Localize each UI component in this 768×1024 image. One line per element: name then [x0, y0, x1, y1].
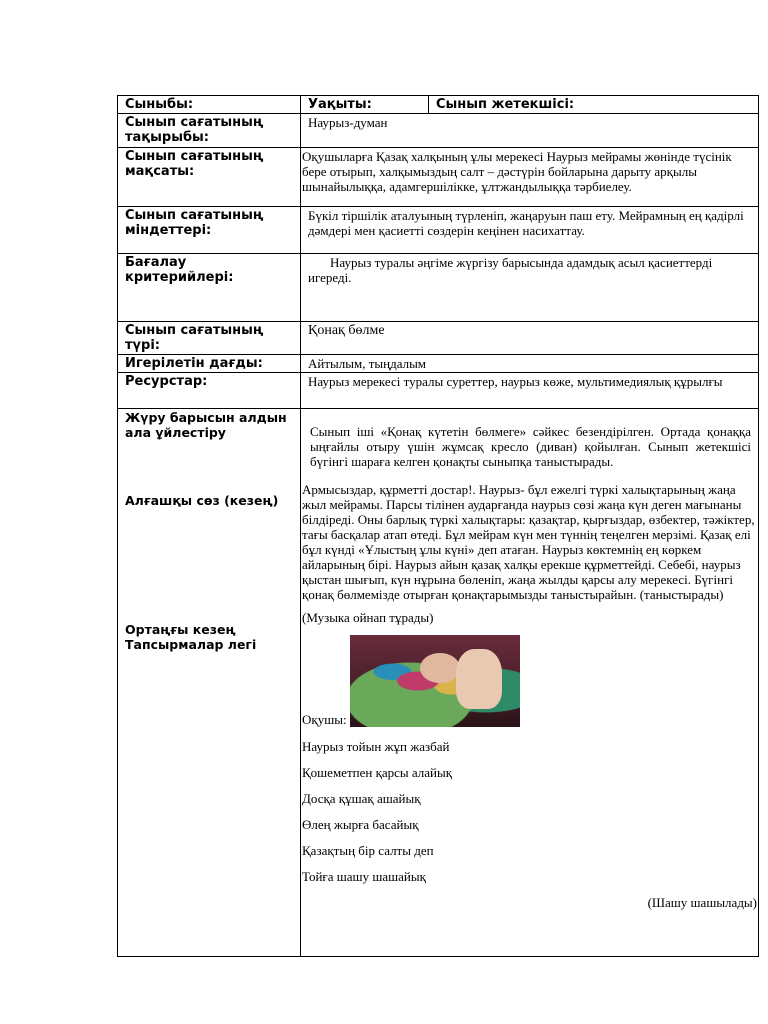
tasks-label: Сынып сағатының міндеттері:	[118, 207, 301, 254]
header-row	[118, 96, 759, 114]
poem-line: Өлең жырға басайық	[302, 817, 419, 832]
criteria-row	[118, 254, 759, 322]
topic-row	[118, 114, 759, 148]
goal-label: Сынып сағатының мақсаты:	[118, 148, 301, 207]
prep-text: Сынып іші «Қонақ күтетін бөлмеге» сәйкес безендірілген. Ортада қонаққа ыңғайлы отыру үшін жұмсақ кресло (диван) қойылған. Сынып жетекшісі бүгінгі шараға келген қонақты сыныпқа таныстырады.	[310, 424, 751, 469]
criteria-value: Наурыз туралы әңгіме жүргізу барысында адамдық асыл қасиеттерді игереді.	[301, 254, 759, 322]
stage-intro: Алғашқы сөз (кезең)	[125, 493, 279, 508]
poem-line: Наурыз тойын жұп жазбай	[302, 739, 450, 754]
topic-label: Сынып сағатының тақырыбы:	[118, 114, 301, 148]
music-note: (Музыка ойнап тұрады)	[302, 610, 434, 625]
poem-line: Тойға шашу шашайық	[302, 869, 426, 884]
criteria-label: Бағалау критерийлері:	[118, 254, 301, 322]
time-label: Уақыты:	[301, 96, 429, 114]
student-label: Оқушы:	[302, 712, 347, 727]
type-value: Қонақ бөлме	[301, 322, 759, 355]
process-content	[301, 409, 759, 957]
stage-middle: Ортаңғы кезең Тапсырмалар легі	[125, 622, 257, 652]
poem-line: Досқа құшақ ашайық	[302, 791, 421, 806]
type-row	[118, 322, 759, 355]
goal-value: Оқушыларға Қазақ халқының ұлы мерекесі Наурыз мейрамы жөнінде түсінік бере отырып, халқымыздың салт – дәстүрін бойларына дарыту арқылы шынайылыққа, адамгершілікке, ұлтжандылыққа тәрбиелеу.	[301, 148, 759, 207]
tasks-row	[118, 207, 759, 254]
intro-text: Армысыздар, құрметті достар!. Наурыз- бұл ежелгі түркі халықтарының жаңа жыл мейрамы. Парсы тілінен аударғанда наурыз сөзі жаңа күн деген мағынаны білдіреді. Оны барлық түркі халықтары: қазақтар, қырғыздар, өзбектер, тәжіктер, тағы басқалар атап өтеді. Бұл мейрам күн мен түннің теңелген мерзімі. Қазақ елі бұл күнді «Ұлыстың ұлы күні» деп атаған. Наурыз көктемнің ең көркем айларының бірі. Наурыз айын қазақ халқы ерекше құрметтейді. Себебі, наурыз қыстан шығып, күн нұрына бөленіп, жаңа жылды қарсы алу мерекесі. Бүгінгі қонақ бөлмемізде отырған қонақтарымызды таныстырайын. (таныстырады)	[302, 482, 755, 602]
resources-value: Наурыз мерекесі туралы суреттер, наурыз көже, мультимедиялық құрылғы	[301, 373, 759, 409]
skills-row	[118, 355, 759, 373]
student-line	[302, 635, 757, 727]
skills-value: Айтылым, тыңдалым	[301, 355, 759, 373]
goal-row	[118, 148, 759, 207]
poem-line: Қошеметпен қарсы алайық	[302, 765, 453, 780]
teacher-label: Сынып жетекшісі:	[429, 96, 759, 114]
process-row	[118, 409, 759, 957]
poem-line: Қазақтың бір салты деп	[302, 843, 434, 858]
lesson-plan-table	[117, 95, 759, 957]
stages-column	[118, 409, 301, 957]
class-label: Сыныбы:	[118, 96, 301, 114]
resources-label: Ресурстар:	[118, 373, 301, 409]
nauryz-sweets-photo	[350, 635, 520, 727]
closing-note: (Шашу шашылады)	[647, 895, 757, 910]
topic-value: Наурыз-думан	[301, 114, 759, 148]
resources-row	[118, 373, 759, 409]
stage-prep: Жүру барысын алдын ала ұйлестіру	[125, 410, 287, 440]
type-label: Сынып сағатының түрі:	[118, 322, 301, 355]
skills-label: Игерілетін дағды:	[118, 355, 301, 373]
tasks-value: Бүкіл тіршілік аталуының түрленіп, жаңаруын паш ету. Мейрамның ең қадірлі дәмдері мен қасиетті сөздерін кеңінен насихаттау.	[301, 207, 759, 254]
